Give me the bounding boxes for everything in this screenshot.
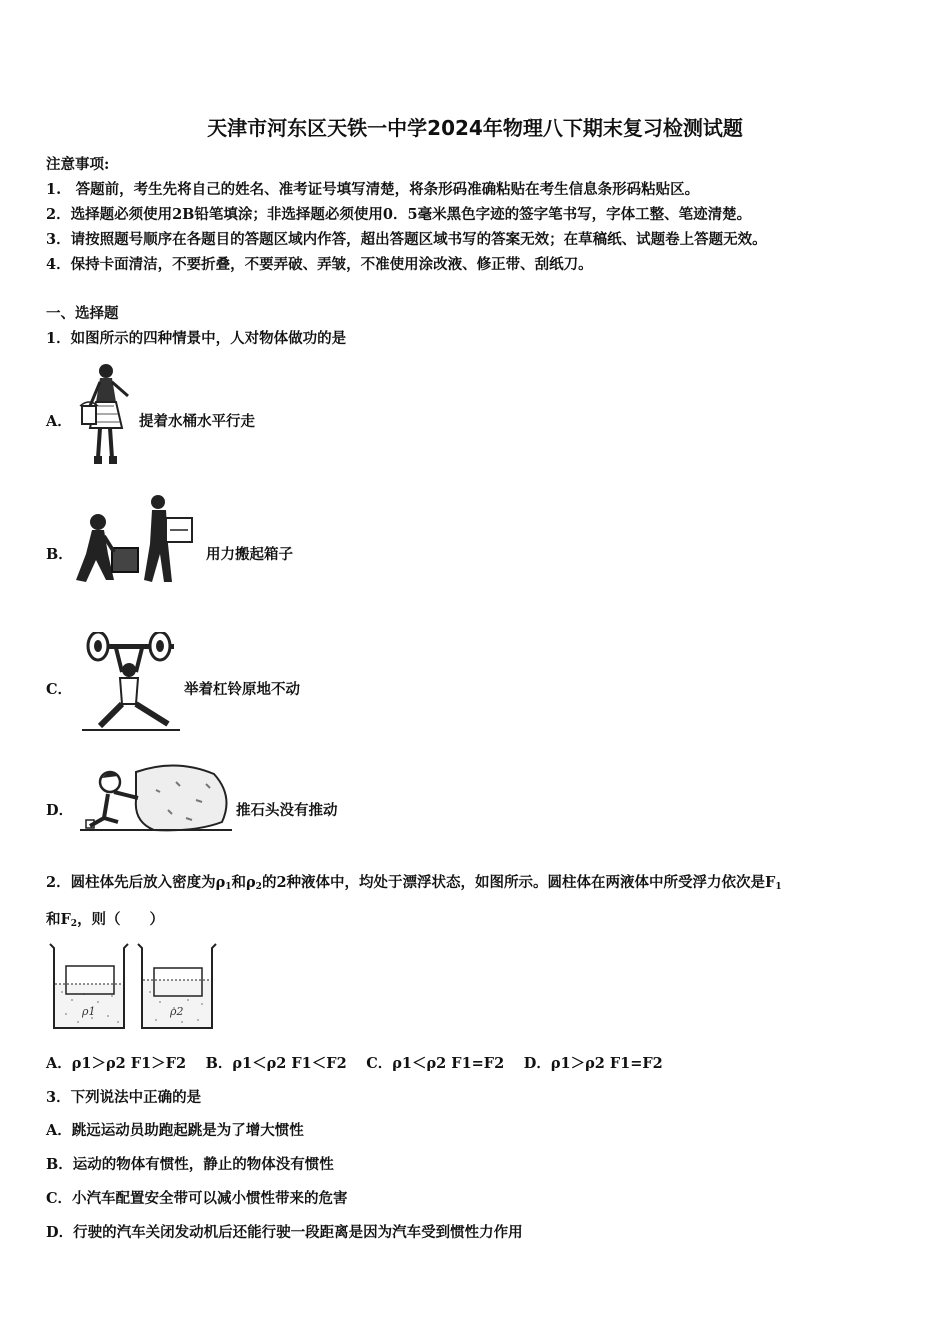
q1-option-a-letter: A．	[46, 413, 72, 430]
woman-carrying-bucket-illustration	[76, 362, 138, 468]
notice-item-4: 4．保持卡面清洁，不要折叠，不要弄破、弄皱，不准使用涂改液、修正带、刮纸刀。	[46, 256, 593, 273]
q2-stem-line2: 和$F_2$，则（ ）	[46, 911, 165, 929]
pushing-rock-illustration	[76, 760, 236, 840]
lifting-box-illustration	[70, 492, 204, 588]
q1-option-d-letter: D．	[46, 802, 74, 819]
q1-option-b-letter: B．	[46, 546, 73, 563]
q2-stem-line1: 2．圆柱体先后放入密度为$\rho_1$和$\rho_2$的2种液体中，均处于漂浮状态，如图所示。圆柱体在两液体中所受浮力依次是$F_1$	[46, 874, 782, 892]
q3-option-d: D．行驶的汽车关闭发动机后还能行驶一段距离是因为汽车受到惯性力作用	[46, 1224, 523, 1241]
q2-option-d: D．ρ1＞ρ2 F1=F2	[523, 1055, 663, 1072]
q3-option-a: A．跳远运动员助跑起跳是为了增大惯性	[46, 1122, 304, 1139]
q1-option-c-letter: C．	[46, 681, 73, 698]
beaker-2-label: ρ2	[170, 1005, 184, 1018]
q2-option-b: B．ρ1＜ρ2 F1＜F2	[205, 1055, 347, 1072]
notice-heading: 注意事项:	[46, 156, 110, 173]
q1-option-d-text: 推石头没有推动	[236, 802, 338, 819]
q1-option-b-text: 用力搬起箱子	[206, 546, 293, 563]
q1-option-c-text: 举着杠铃原地不动	[184, 681, 300, 698]
notice-item-2: 2．选择题必须使用2B铅笔填涂；非选择题必须使用0．5毫米黑色字迹的签字笔书写，字体工整、笔迹清楚。	[46, 206, 752, 223]
beaker-2-illustration	[136, 942, 218, 1032]
page-title: 天津市河东区天铁一中学2024年物理八下期末复习检测试题	[207, 116, 743, 140]
section-heading: 一、选择题	[46, 305, 119, 322]
q3-option-b: B．运动的物体有惯性，静止的物体没有惯性	[46, 1156, 334, 1173]
q2-options	[46, 1052, 663, 1073]
q2-option-c: C．ρ1＜ρ2 F1=F2	[366, 1055, 505, 1072]
notice-item-1: 1. 答题前，考生先将自己的姓名、准考证号填写清楚，将条形码准确粘贴在考生信息条形码粘贴区。	[46, 181, 700, 198]
q1-option-a-text: 提着水桶水平行走	[139, 413, 255, 430]
q3-stem: 3．下列说法中正确的是	[46, 1089, 202, 1106]
beaker-1-label: ρ1	[82, 1005, 96, 1018]
notice-item-3: 3．请按照题号顺序在各题目的答题区域内作答，超出答题区域书写的答案无效；在草稿纸、试题卷上答题无效。	[46, 231, 767, 248]
q2-option-a: A．ρ1＞ρ2 F1＞F2	[46, 1055, 187, 1072]
q1-stem: 1．如图所示的四种情景中，人对物体做功的是	[46, 330, 347, 347]
beaker-1-illustration	[48, 942, 130, 1032]
weightlifter-illustration	[76, 632, 184, 736]
q3-option-c: C．小汽车配置安全带可以减小惯性带来的危害	[46, 1190, 348, 1207]
